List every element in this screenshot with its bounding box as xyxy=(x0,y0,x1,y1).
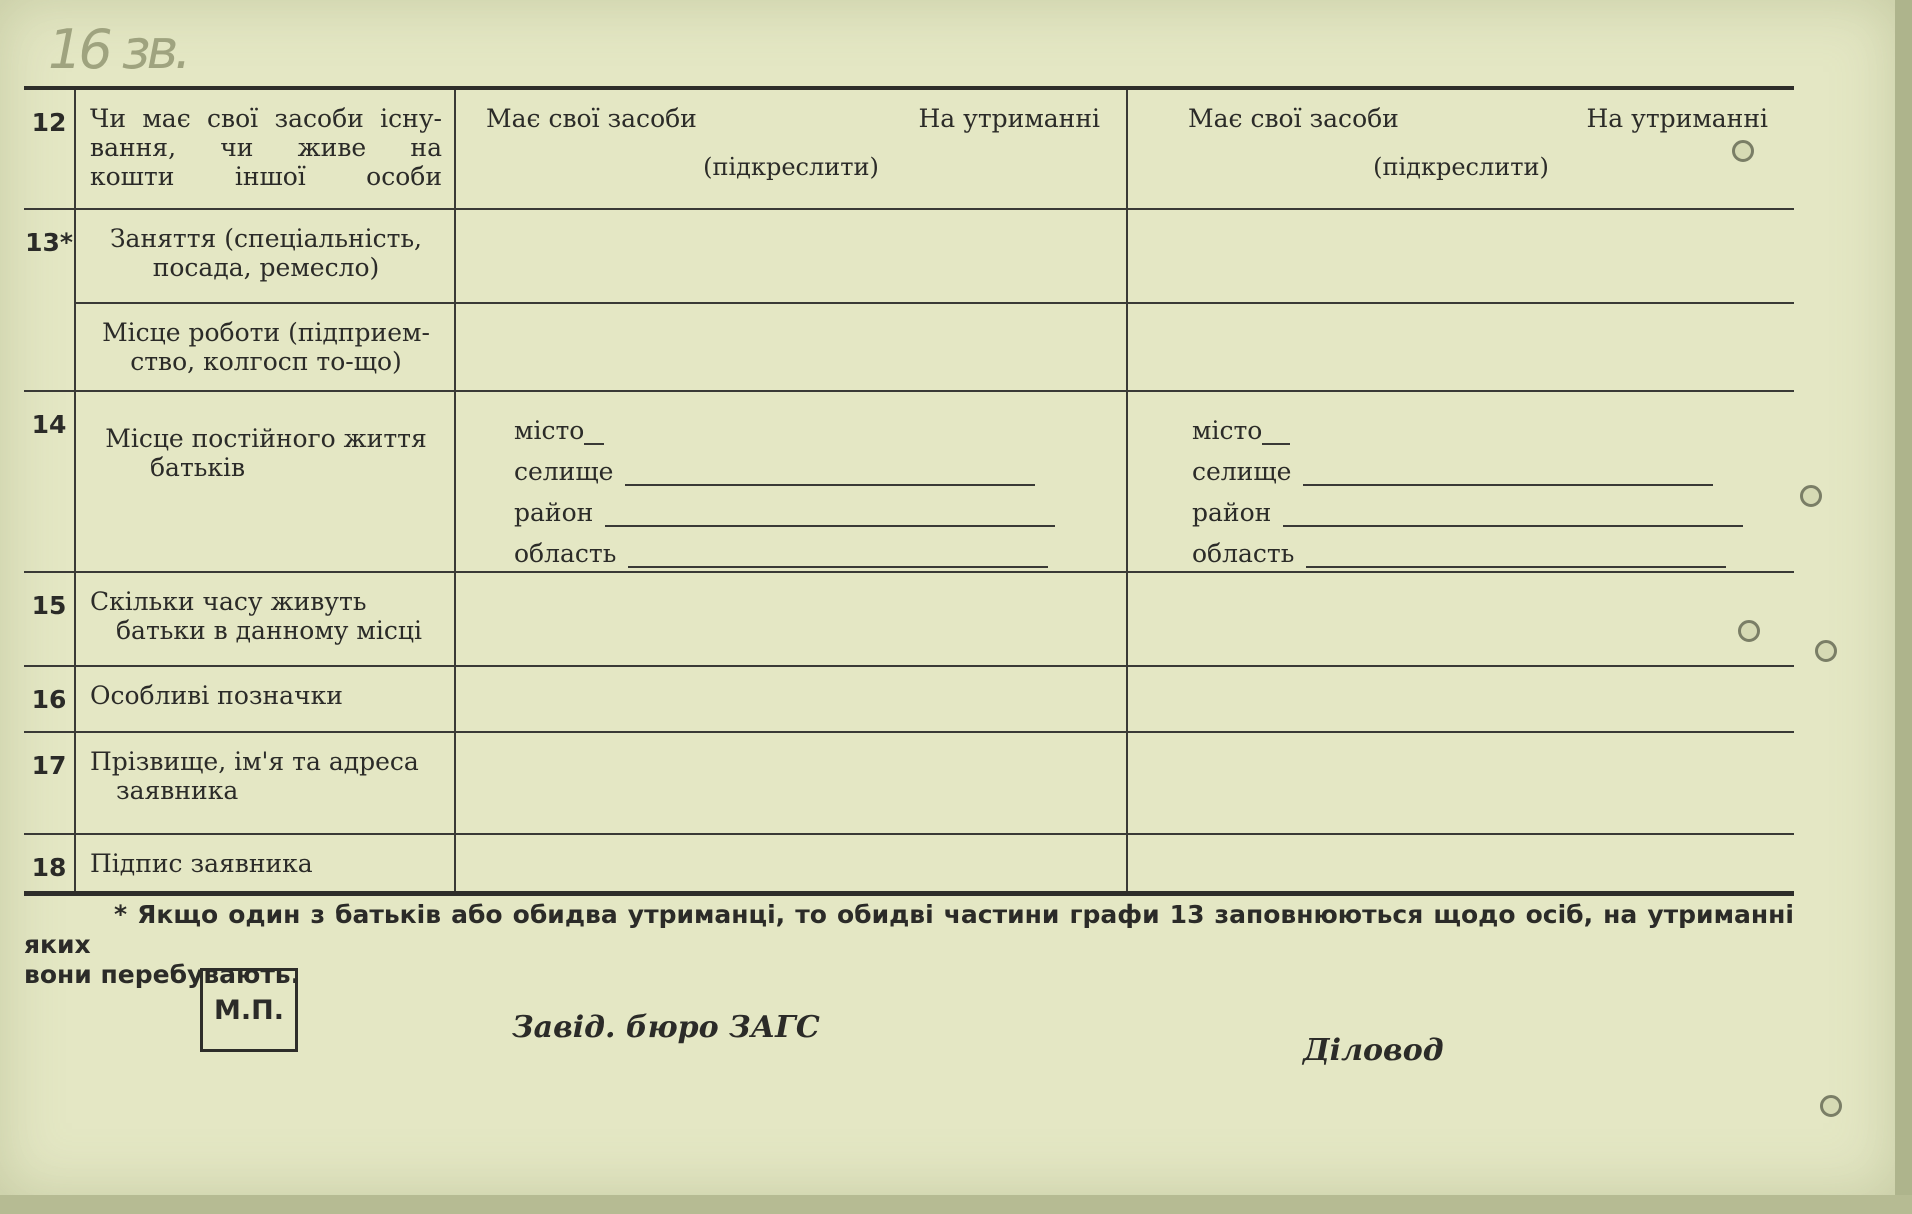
punch-hole-icon xyxy=(1800,485,1822,507)
field-mother[interactable] xyxy=(1127,666,1794,732)
row-label: Заняття (спеціальність, посада, ремесло) xyxy=(75,209,455,303)
row-label: Особливі позначки xyxy=(75,666,455,732)
field-father[interactable] xyxy=(455,732,1127,834)
punch-hole-icon xyxy=(1820,1095,1842,1117)
footnote: * Якщо один з батьків або обидва утриманці, то обидві частини графи 13 заповнюються щодо осіб, на утриманні яких вони перебувають. xyxy=(24,900,1794,989)
field-mother[interactable] xyxy=(1127,88,1794,209)
field-father[interactable] xyxy=(455,209,1127,303)
underline-hint: (підкреслити) xyxy=(703,153,879,181)
field-father[interactable] xyxy=(455,391,1127,573)
row-label: Місце роботи (підприем- ство, колгосп то-що) xyxy=(75,303,455,391)
option-own-means[interactable]: Має свої засоби xyxy=(486,104,697,133)
address-city[interactable]: місто xyxy=(1192,404,1794,445)
seal-placeholder-box: М.П. xyxy=(200,968,298,1052)
row-number: 14 xyxy=(24,391,75,573)
form-row-17 xyxy=(24,732,1794,834)
row-number: 18 xyxy=(24,834,75,893)
field-mother[interactable] xyxy=(1127,732,1794,834)
address-region[interactable]: область xyxy=(514,527,1126,568)
row-label: Підпис заявника xyxy=(75,834,455,893)
form-row-16 xyxy=(24,666,1794,732)
punch-hole-icon xyxy=(1815,640,1837,662)
form-row-13-workplace xyxy=(24,303,1794,391)
field-father[interactable] xyxy=(455,666,1127,732)
address-settlement[interactable]: селище xyxy=(1192,445,1794,486)
address-district[interactable]: район xyxy=(514,486,1126,527)
address-settlement[interactable]: селище xyxy=(514,445,1126,486)
row-label: Місце постійного життя батьків xyxy=(75,391,455,573)
option-dependent[interactable]: На утриманні xyxy=(918,104,1100,133)
clerk-signature-label: Діловод xyxy=(1303,1033,1444,1068)
address-region[interactable]: область xyxy=(1192,527,1794,568)
row-number: 15 xyxy=(24,572,75,665)
form-table xyxy=(24,86,1794,896)
address-city[interactable]: місто xyxy=(514,404,1126,445)
row-label: Скільки часу живуть батьки в данному місці xyxy=(75,572,455,665)
field-father[interactable] xyxy=(455,834,1127,893)
row-label: Прізвище, ім'я та адреса заявника xyxy=(75,732,455,834)
row-number: 17 xyxy=(24,732,75,834)
form-row-15 xyxy=(24,572,1794,665)
address-district[interactable]: район xyxy=(1192,486,1794,527)
registry-head-signature-label: Завід. бюро ЗАГС xyxy=(512,1010,820,1045)
form-row-12 xyxy=(24,88,1794,209)
archive-pencil-mark: 16 зв. xyxy=(48,18,188,81)
row-number: 12 xyxy=(24,88,75,209)
punch-hole-icon xyxy=(1732,140,1754,162)
form-row-18 xyxy=(24,834,1794,893)
option-own-means[interactable]: Має свої засоби xyxy=(1188,104,1399,133)
row-number: 16 xyxy=(24,666,75,732)
field-mother[interactable] xyxy=(1127,391,1794,573)
punch-hole-icon xyxy=(1738,620,1760,642)
underline-hint: (підкреслити) xyxy=(1373,153,1549,181)
field-mother[interactable] xyxy=(1127,303,1794,391)
field-mother[interactable] xyxy=(1127,209,1794,303)
field-father[interactable] xyxy=(455,303,1127,391)
row-number: 13* xyxy=(24,209,75,391)
field-mother[interactable] xyxy=(1127,834,1794,893)
page-bottom-edge xyxy=(0,1195,1912,1214)
field-father[interactable] xyxy=(455,88,1127,209)
field-father[interactable] xyxy=(455,572,1127,665)
field-mother[interactable] xyxy=(1127,572,1794,665)
row-label: Чи має свої засоби існу- вання, чи живе на кошти іншої особи xyxy=(75,88,455,209)
form-row-14 xyxy=(24,391,1794,573)
option-dependent[interactable]: На утриманні xyxy=(1586,104,1768,133)
form-row-13-occupation xyxy=(24,209,1794,303)
page-edge xyxy=(1895,0,1912,1214)
